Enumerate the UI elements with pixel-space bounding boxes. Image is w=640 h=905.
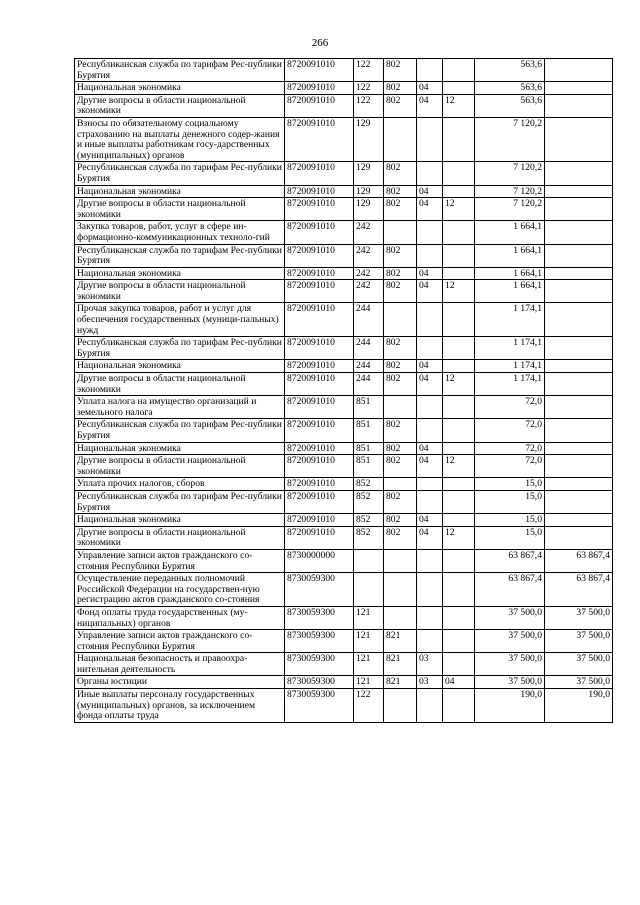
row-code-cell: 8720091010 (285, 526, 354, 549)
row-sum-cell: 1 174,1 (475, 337, 545, 360)
table-row (75, 514, 613, 527)
row-subsection-cell (443, 549, 475, 572)
row-expense-type-cell: 121 (354, 606, 384, 629)
table-row (75, 185, 613, 198)
row-code-cell: 8730059300 (285, 676, 354, 689)
row-section-cell (417, 303, 443, 337)
row-name-cell: Уплата прочих налогов, сборов (75, 478, 285, 491)
row-expense-type-cell: 242 (354, 221, 384, 244)
row-sum2-cell: 37 500,0 (545, 653, 613, 676)
row-code-cell: 8730059300 (285, 689, 354, 723)
table-row (75, 267, 613, 280)
row-section-cell: 04 (417, 526, 443, 549)
row-subsection-cell (443, 82, 475, 95)
row-expense-type-cell: 851 (354, 442, 384, 455)
row-sum-cell: 37 500,0 (475, 653, 545, 676)
row-sum-cell: 7 120,2 (475, 185, 545, 198)
row-department-cell: 802 (384, 514, 417, 527)
row-department-cell (384, 689, 417, 723)
row-department-cell (384, 573, 417, 607)
table-row (75, 455, 613, 478)
row-code-cell: 8720091010 (285, 185, 354, 198)
row-name-cell: Закупка товаров, работ, услуг в сфере ин-формационно-коммуникационных техноло-гий (75, 221, 285, 244)
row-name-cell: Другие вопросы в области национальной экономики (75, 280, 285, 303)
row-department-cell: 802 (384, 244, 417, 267)
row-code-cell: 8720091010 (285, 162, 354, 185)
row-expense-type-cell: 244 (354, 337, 384, 360)
row-code-cell: 8730059300 (285, 630, 354, 653)
row-sum-cell: 563,6 (475, 94, 545, 117)
row-sum-cell: 72,0 (475, 442, 545, 455)
row-expense-type-cell: 122 (354, 59, 384, 82)
table-row (75, 653, 613, 676)
table-row (75, 198, 613, 221)
table-row (75, 396, 613, 419)
row-section-cell: 04 (417, 82, 443, 95)
row-subsection-cell: 12 (443, 198, 475, 221)
row-code-cell: 8720091010 (285, 490, 354, 513)
table-row (75, 676, 613, 689)
row-name-cell: Осуществление переданных полномочий Российской Федерации на государствен-ную регистрацию актов гражданского со-стояния (75, 573, 285, 607)
row-subsection-cell (443, 337, 475, 360)
row-expense-type-cell: 851 (354, 396, 384, 419)
row-expense-type-cell: 244 (354, 360, 384, 373)
row-expense-type-cell (354, 573, 384, 607)
row-department-cell: 802 (384, 373, 417, 396)
row-sum-cell: 15,0 (475, 526, 545, 549)
row-name-cell: Другие вопросы в области национальной экономики (75, 373, 285, 396)
row-department-cell: 802 (384, 162, 417, 185)
row-expense-type-cell: 121 (354, 653, 384, 676)
row-sum2-cell (545, 442, 613, 455)
row-sum2-cell (545, 94, 613, 117)
row-sum2-cell (545, 244, 613, 267)
row-sum-cell: 7 120,2 (475, 117, 545, 161)
row-sum-cell: 7 120,2 (475, 198, 545, 221)
row-section-cell: 04 (417, 267, 443, 280)
row-code-cell: 8720091010 (285, 244, 354, 267)
row-subsection-cell (443, 59, 475, 82)
table-row (75, 630, 613, 653)
row-code-cell: 8720091010 (285, 514, 354, 527)
row-code-cell: 8720091010 (285, 280, 354, 303)
row-sum2-cell (545, 337, 613, 360)
table-row (75, 280, 613, 303)
row-section-cell (417, 419, 443, 442)
row-section-cell (417, 630, 443, 653)
row-expense-type-cell: 122 (354, 689, 384, 723)
row-name-cell: Управление записи актов гражданского со-стояния Республики Бурятия (75, 549, 285, 572)
row-expense-type-cell: 244 (354, 373, 384, 396)
row-subsection-cell (443, 442, 475, 455)
table-row (75, 606, 613, 629)
row-subsection-cell (443, 606, 475, 629)
row-section-cell: 04 (417, 514, 443, 527)
row-code-cell: 8720091010 (285, 337, 354, 360)
row-sum-cell: 1 174,1 (475, 373, 545, 396)
row-department-cell (384, 221, 417, 244)
row-sum-cell: 37 500,0 (475, 676, 545, 689)
row-sum2-cell: 37 500,0 (545, 630, 613, 653)
row-code-cell: 8720091010 (285, 419, 354, 442)
row-expense-type-cell: 242 (354, 280, 384, 303)
row-sum2-cell (545, 360, 613, 373)
row-subsection-cell: 12 (443, 280, 475, 303)
row-sum2-cell (545, 267, 613, 280)
row-sum-cell: 72,0 (475, 455, 545, 478)
row-department-cell: 802 (384, 185, 417, 198)
row-section-cell: 04 (417, 185, 443, 198)
row-department-cell: 821 (384, 653, 417, 676)
row-sum2-cell (545, 303, 613, 337)
row-section-cell (417, 59, 443, 82)
row-code-cell: 8720091010 (285, 360, 354, 373)
row-code-cell: 8720091010 (285, 82, 354, 95)
row-section-cell: 04 (417, 280, 443, 303)
row-code-cell: 8730059300 (285, 573, 354, 607)
budget-table (74, 58, 613, 723)
row-section-cell (417, 337, 443, 360)
row-expense-type-cell: 852 (354, 526, 384, 549)
row-sum2-cell: 37 500,0 (545, 606, 613, 629)
row-section-cell (417, 549, 443, 572)
row-sum2-cell (545, 526, 613, 549)
row-section-cell (417, 396, 443, 419)
row-name-cell: Республиканская служба по тарифам Рес-публики Бурятия (75, 337, 285, 360)
row-sum2-cell (545, 396, 613, 419)
row-section-cell: 04 (417, 360, 443, 373)
row-sum-cell: 1 664,1 (475, 280, 545, 303)
row-subsection-cell: 12 (443, 94, 475, 117)
table-row (75, 689, 613, 723)
row-name-cell: Управление записи актов гражданского со-стояния Республики Бурятия (75, 630, 285, 653)
row-sum-cell: 1 664,1 (475, 244, 545, 267)
row-expense-type-cell: 851 (354, 455, 384, 478)
row-sum-cell: 37 500,0 (475, 606, 545, 629)
row-expense-type-cell: 129 (354, 198, 384, 221)
row-department-cell: 802 (384, 360, 417, 373)
row-department-cell: 802 (384, 94, 417, 117)
row-code-cell: 8720091010 (285, 396, 354, 419)
row-code-cell: 8720091010 (285, 478, 354, 491)
row-name-cell: Другие вопросы в области национальной экономики (75, 198, 285, 221)
row-department-cell: 821 (384, 676, 417, 689)
row-sum-cell: 1 664,1 (475, 221, 545, 244)
row-department-cell (384, 303, 417, 337)
row-sum-cell: 72,0 (475, 396, 545, 419)
row-sum-cell: 190,0 (475, 689, 545, 723)
row-expense-type-cell: 242 (354, 267, 384, 280)
row-code-cell: 8730059300 (285, 653, 354, 676)
row-sum2-cell (545, 280, 613, 303)
row-sum-cell: 7 120,2 (475, 162, 545, 185)
table-row (75, 526, 613, 549)
table-row (75, 221, 613, 244)
row-sum2-cell (545, 478, 613, 491)
table-row (75, 478, 613, 491)
row-code-cell: 8720091010 (285, 303, 354, 337)
row-expense-type-cell: 122 (354, 94, 384, 117)
row-sum-cell: 1 174,1 (475, 360, 545, 373)
row-name-cell: Национальная экономика (75, 360, 285, 373)
row-name-cell: Республиканская служба по тарифам Рес-публики Бурятия (75, 419, 285, 442)
row-section-cell: 04 (417, 442, 443, 455)
row-name-cell: Республиканская служба по тарифам Рес-публики Бурятия (75, 162, 285, 185)
row-sum2-cell (545, 117, 613, 161)
row-department-cell: 802 (384, 82, 417, 95)
row-section-cell (417, 221, 443, 244)
row-department-cell: 802 (384, 337, 417, 360)
row-department-cell (384, 117, 417, 161)
row-expense-type-cell: 129 (354, 117, 384, 161)
table-row (75, 549, 613, 572)
row-section-cell: 04 (417, 94, 443, 117)
row-sum-cell: 63 867,4 (475, 573, 545, 607)
row-name-cell: Уплата налога на имущество организаций и земельного налога (75, 396, 285, 419)
row-sum-cell: 37 500,0 (475, 630, 545, 653)
row-sum-cell: 15,0 (475, 514, 545, 527)
row-code-cell: 8720091010 (285, 117, 354, 161)
row-department-cell (384, 396, 417, 419)
row-sum2-cell: 63 867,4 (545, 549, 613, 572)
row-sum2-cell (545, 419, 613, 442)
row-name-cell: Национальная экономика (75, 82, 285, 95)
row-department-cell: 802 (384, 455, 417, 478)
row-expense-type-cell (354, 549, 384, 572)
row-sum-cell: 72,0 (475, 419, 545, 442)
row-department-cell: 802 (384, 59, 417, 82)
row-subsection-cell (443, 162, 475, 185)
row-subsection-cell (443, 630, 475, 653)
row-section-cell: 03 (417, 676, 443, 689)
row-subsection-cell (443, 360, 475, 373)
row-department-cell (384, 478, 417, 491)
row-expense-type-cell: 244 (354, 303, 384, 337)
row-sum2-cell (545, 59, 613, 82)
row-section-cell (417, 606, 443, 629)
row-name-cell: Республиканская служба по тарифам Рес-публики Бурятия (75, 59, 285, 82)
row-subsection-cell (443, 303, 475, 337)
row-sum2-cell: 190,0 (545, 689, 613, 723)
table-row (75, 303, 613, 337)
row-subsection-cell (443, 490, 475, 513)
row-name-cell: Взносы по обязательному социальному страхованию на выплаты денежного содер-жания и иные выплаты работникам госу-дарственных (муниципальных) органов (75, 117, 285, 161)
row-subsection-cell (443, 244, 475, 267)
row-department-cell: 802 (384, 490, 417, 513)
row-name-cell: Другие вопросы в области национальной экономики (75, 94, 285, 117)
row-subsection-cell (443, 653, 475, 676)
table-row (75, 490, 613, 513)
row-subsection-cell: 04 (443, 676, 475, 689)
row-department-cell: 802 (384, 280, 417, 303)
row-department-cell: 802 (384, 198, 417, 221)
row-expense-type-cell: 129 (354, 185, 384, 198)
row-section-cell: 04 (417, 455, 443, 478)
row-name-cell: Национальная экономика (75, 514, 285, 527)
row-subsection-cell (443, 221, 475, 244)
row-section-cell: 04 (417, 373, 443, 396)
row-expense-type-cell: 129 (354, 162, 384, 185)
row-subsection-cell (443, 185, 475, 198)
row-section-cell (417, 117, 443, 161)
row-expense-type-cell: 851 (354, 419, 384, 442)
row-subsection-cell (443, 689, 475, 723)
row-subsection-cell (443, 117, 475, 161)
row-expense-type-cell: 121 (354, 630, 384, 653)
row-sum2-cell (545, 185, 613, 198)
row-subsection-cell (443, 573, 475, 607)
row-section-cell (417, 490, 443, 513)
row-sum2-cell: 63 867,4 (545, 573, 613, 607)
page-number: 266 (311, 37, 329, 49)
row-sum2-cell (545, 221, 613, 244)
table-row (75, 82, 613, 95)
row-department-cell (384, 549, 417, 572)
row-sum-cell: 1 174,1 (475, 303, 545, 337)
table-row (75, 162, 613, 185)
row-name-cell: Республиканская служба по тарифам Рес-публики Бурятия (75, 490, 285, 513)
table-row (75, 573, 613, 607)
row-department-cell: 802 (384, 442, 417, 455)
row-subsection-cell (443, 478, 475, 491)
row-code-cell: 8720091010 (285, 59, 354, 82)
row-section-cell (417, 162, 443, 185)
row-sum2-cell: 37 500,0 (545, 676, 613, 689)
row-department-cell: 802 (384, 419, 417, 442)
row-department-cell: 802 (384, 526, 417, 549)
row-subsection-cell: 12 (443, 526, 475, 549)
row-sum2-cell (545, 514, 613, 527)
row-sum2-cell (545, 82, 613, 95)
row-code-cell: 8720091010 (285, 94, 354, 117)
row-sum2-cell (545, 455, 613, 478)
row-name-cell: Фонд оплаты труда государственных (му-ниципальных) органов (75, 606, 285, 629)
table-row (75, 419, 613, 442)
row-subsection-cell (443, 396, 475, 419)
table-row (75, 373, 613, 396)
row-expense-type-cell: 122 (354, 82, 384, 95)
row-code-cell: 8720091010 (285, 455, 354, 478)
row-sum-cell: 63 867,4 (475, 549, 545, 572)
row-department-cell: 802 (384, 267, 417, 280)
row-name-cell: Прочая закупка товаров, работ и услуг для обеспечения государственных (муници-пальных) нужд (75, 303, 285, 337)
row-sum-cell: 563,6 (475, 59, 545, 82)
row-subsection-cell (443, 267, 475, 280)
row-name-cell: Республиканская служба по тарифам Рес-публики Бурятия (75, 244, 285, 267)
row-name-cell: Национальная экономика (75, 185, 285, 198)
row-sum2-cell (545, 373, 613, 396)
row-code-cell: 8720091010 (285, 198, 354, 221)
row-name-cell: Национальная безопасность и правоохра-нительная деятельность (75, 653, 285, 676)
row-sum-cell: 15,0 (475, 490, 545, 513)
row-name-cell: Другие вопросы в области национальной экономики (75, 455, 285, 478)
row-sum-cell: 15,0 (475, 478, 545, 491)
row-section-cell (417, 573, 443, 607)
row-expense-type-cell: 121 (354, 676, 384, 689)
row-sum2-cell (545, 490, 613, 513)
row-section-cell: 04 (417, 198, 443, 221)
row-code-cell: 8720091010 (285, 373, 354, 396)
table-row (75, 59, 613, 82)
row-section-cell (417, 689, 443, 723)
row-expense-type-cell: 852 (354, 490, 384, 513)
table-row (75, 94, 613, 117)
table-row (75, 244, 613, 267)
row-section-cell (417, 478, 443, 491)
row-name-cell: Национальная экономика (75, 267, 285, 280)
row-subsection-cell: 12 (443, 373, 475, 396)
row-department-cell (384, 606, 417, 629)
row-sum2-cell (545, 162, 613, 185)
row-sum2-cell (545, 198, 613, 221)
row-code-cell: 8720091010 (285, 267, 354, 280)
row-code-cell: 8720091010 (285, 221, 354, 244)
row-sum-cell: 1 664,1 (475, 267, 545, 280)
row-expense-type-cell: 852 (354, 478, 384, 491)
table-row (75, 442, 613, 455)
table-row (75, 360, 613, 373)
row-code-cell: 8730059300 (285, 606, 354, 629)
row-name-cell: Иные выплаты персоналу государственных (муниципальных) органов, за исключением фонда оплаты труда (75, 689, 285, 723)
row-code-cell: 8720091010 (285, 442, 354, 455)
row-name-cell: Национальная экономика (75, 442, 285, 455)
row-name-cell: Органы юстиции (75, 676, 285, 689)
row-sum-cell: 563,6 (475, 82, 545, 95)
row-code-cell: 8730000000 (285, 549, 354, 572)
row-expense-type-cell: 242 (354, 244, 384, 267)
row-department-cell: 821 (384, 630, 417, 653)
row-subsection-cell (443, 419, 475, 442)
row-subsection-cell (443, 514, 475, 527)
row-section-cell: 03 (417, 653, 443, 676)
table-row (75, 117, 613, 161)
row-section-cell (417, 244, 443, 267)
table-row (75, 337, 613, 360)
row-subsection-cell: 12 (443, 455, 475, 478)
row-name-cell: Другие вопросы в области национальной экономики (75, 526, 285, 549)
row-expense-type-cell: 852 (354, 514, 384, 527)
